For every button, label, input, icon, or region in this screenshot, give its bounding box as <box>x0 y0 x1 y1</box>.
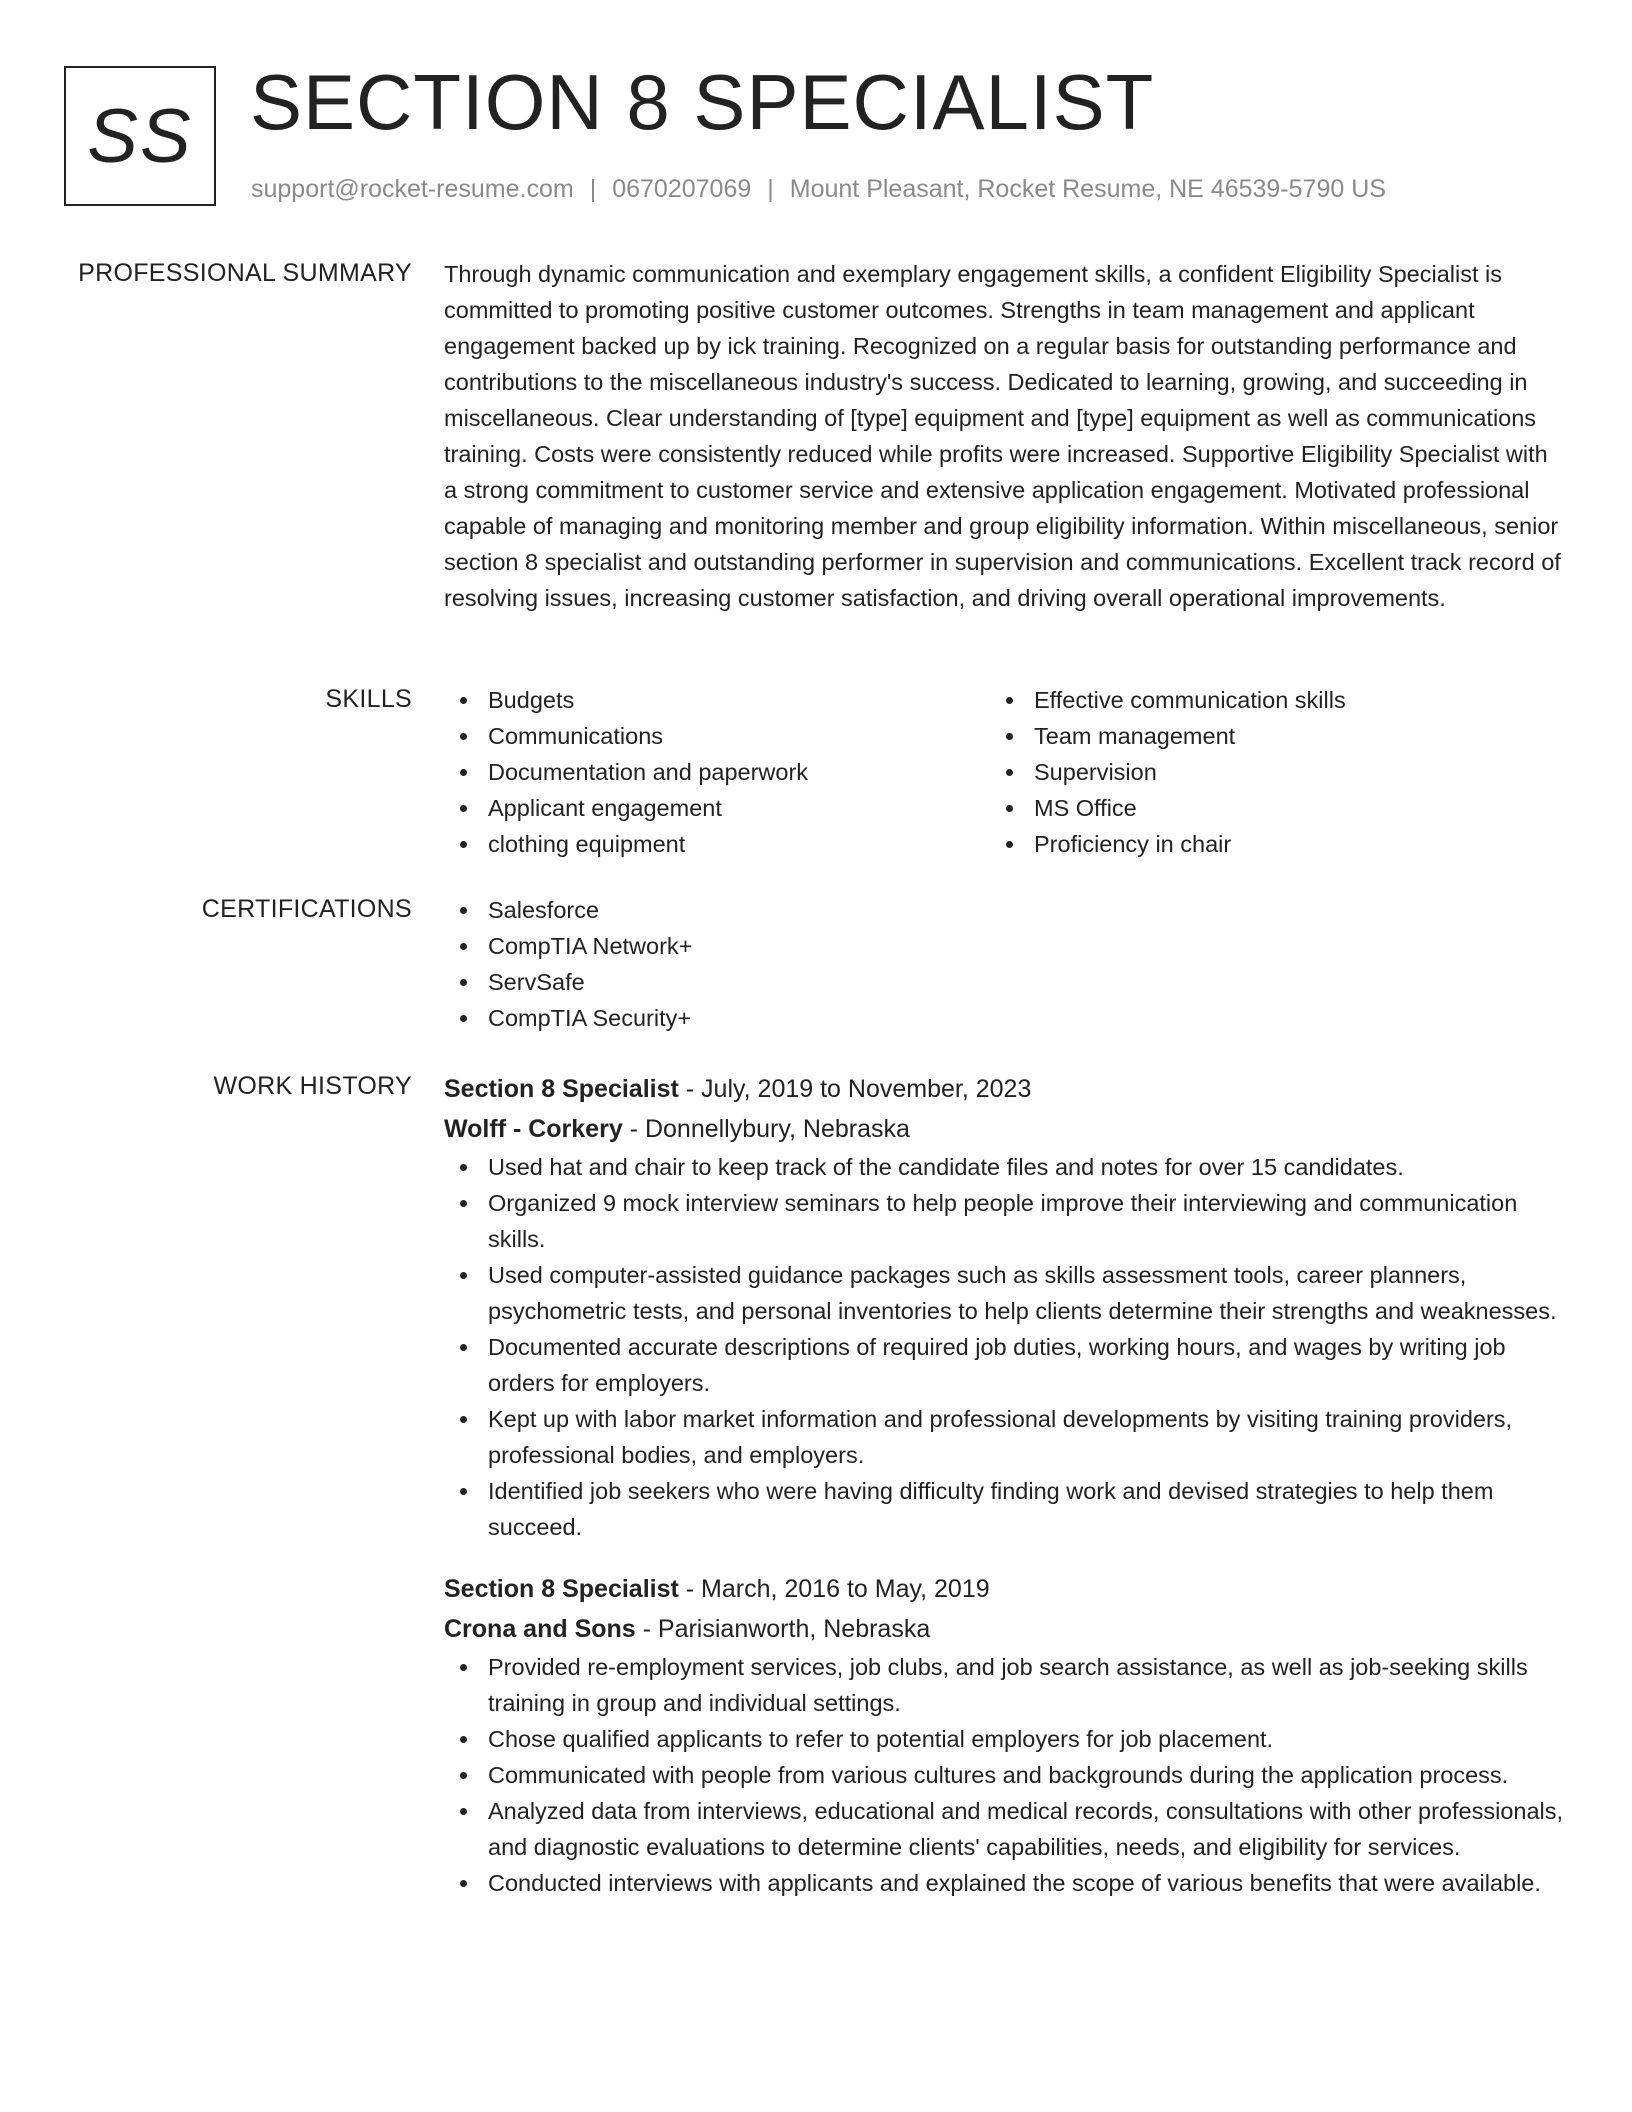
skills-body <box>444 682 1564 862</box>
certifications-list <box>444 892 1564 1036</box>
summary-heading: PROFESSIONAL SUMMARY <box>78 259 412 287</box>
job-duty-item: Organized 9 mock interview seminars to help people improve their interviewing and communication skills. <box>444 1185 1564 1257</box>
job-duty-item: Chose qualified applicants to refer to potential employers for job placement. <box>444 1721 1564 1757</box>
job-duty-item: Provided re-employment services, job clubs, and job search assistance, as well as job-seeking skills training in group and individual settings. <box>444 1649 1564 1721</box>
certification-item: ServSafe <box>444 964 1564 1000</box>
summary-text: Through dynamic communication and exemplary engagement skills, a confident Eligibility Specialist is committed to promoting positive customer outcomes. Strengths in team management and applicant engagement backed up by ick training. Recognized on a regular basis for outstanding performance and contributions to the miscellaneous industry's success. Dedicated to learning, growing, and succeeding in miscellaneous. Clear understanding of [type] equipment and [type] equipment as well as communications training. Costs were consistently reduced while profits were increased. Supportive Eligibility Specialist with a strong commitment to customer service and extensive application engagement. Motivated professional capable of managing and monitoring member and group eligibility information. Within miscellaneous, senior section 8 specialist and outstanding performer in supervision and communications. Excellent track record of resolving issues, increasing customer satisfaction, and driving overall operational improvements. <box>444 261 1561 611</box>
skill-item: Effective communication skills <box>990 682 1536 718</box>
job-title-line <box>444 1069 1564 1109</box>
skill-item: Team management <box>990 718 1536 754</box>
certifications-body <box>444 892 1564 1036</box>
job-duties-list <box>444 1149 1564 1545</box>
job-duty-item: Used hat and chair to keep track of the candidate files and notes for over 15 candidates. <box>444 1149 1564 1185</box>
skill-item: Supervision <box>990 754 1536 790</box>
contact-line <box>251 172 1386 206</box>
page-title: SECTION 8 SPECIALIST <box>250 58 1155 146</box>
skill-item: Proficiency in chair <box>990 826 1536 862</box>
job-duty-item: Kept up with labor market information and professional developments by visiting training providers, professional bodies, and employers. <box>444 1401 1564 1473</box>
job-duty-item: Used computer-assisted guidance packages such as skills assessment tools, career planners, psychometric tests, and personal inventories to help clients determine their strengths and weaknesses. <box>444 1257 1564 1329</box>
job-duty-item: Communicated with people from various cultures and backgrounds during the application process. <box>444 1757 1564 1793</box>
job-company: Crona and Sons <box>444 1615 636 1643</box>
skill-item: Documentation and paperwork <box>444 754 990 790</box>
job-duties-list <box>444 1649 1564 1901</box>
contact-address: Mount Pleasant, Rocket Resume, NE 46539-5790 US <box>789 175 1386 203</box>
contact-separator: | <box>767 175 774 203</box>
job-company: Wolff - Corkery <box>444 1115 623 1143</box>
contact-separator: | <box>589 175 597 203</box>
skill-item: Applicant engagement <box>444 790 990 826</box>
job-entry <box>444 1569 1564 1901</box>
job-title-line <box>444 1569 1564 1609</box>
skills-list-left <box>444 682 990 862</box>
skills-heading: SKILLS <box>325 685 412 713</box>
skills-columns <box>444 682 1564 862</box>
job-entry <box>444 1069 1564 1545</box>
certification-item: Salesforce <box>444 892 1564 928</box>
job-role: Section 8 Specialist <box>444 1575 679 1603</box>
job-dates: - March, 2016 to May, 2019 <box>678 1575 990 1603</box>
job-dates: - July, 2019 to November, 2023 <box>678 1075 1032 1103</box>
job-duty-item: Analyzed data from interviews, educational and medical records, consultations with other professionals, and diagnostic evaluations to determine clients' capabilities, needs, and eligibility for services. <box>444 1793 1564 1865</box>
job-location: - Donnellybury, Nebraska <box>622 1115 910 1143</box>
job-company-line <box>444 1609 1564 1649</box>
work-history-body <box>444 1069 1564 1925</box>
skill-item: MS Office <box>990 790 1536 826</box>
contact-email: support@rocket-resume.com <box>251 175 574 203</box>
initials-monogram: SS <box>64 66 216 206</box>
job-role: Section 8 Specialist <box>444 1075 679 1103</box>
job-company-line <box>444 1109 1564 1149</box>
skill-item: Budgets <box>444 682 990 718</box>
job-duty-item: Documented accurate descriptions of required job duties, working hours, and wages by writing job orders for employers. <box>444 1329 1564 1401</box>
certifications-heading: CERTIFICATIONS <box>201 895 412 923</box>
skill-item: clothing equipment <box>444 826 990 862</box>
job-duty-item: Identified job seekers who were having difficulty finding work and devised strategies to help them succeed. <box>444 1473 1564 1545</box>
certification-item: CompTIA Security+ <box>444 1000 1564 1036</box>
certification-item: CompTIA Network+ <box>444 928 1564 964</box>
skills-list-right <box>990 682 1536 862</box>
summary-body <box>444 256 1564 616</box>
skill-item: Communications <box>444 718 990 754</box>
contact-phone: 0670207069 <box>612 175 752 203</box>
job-duty-item: Conducted interviews with applicants and explained the scope of various benefits that were available. <box>444 1865 1564 1901</box>
job-location: - Parisianworth, Nebraska <box>635 1615 931 1643</box>
work-history-heading: WORK HISTORY <box>213 1072 412 1100</box>
